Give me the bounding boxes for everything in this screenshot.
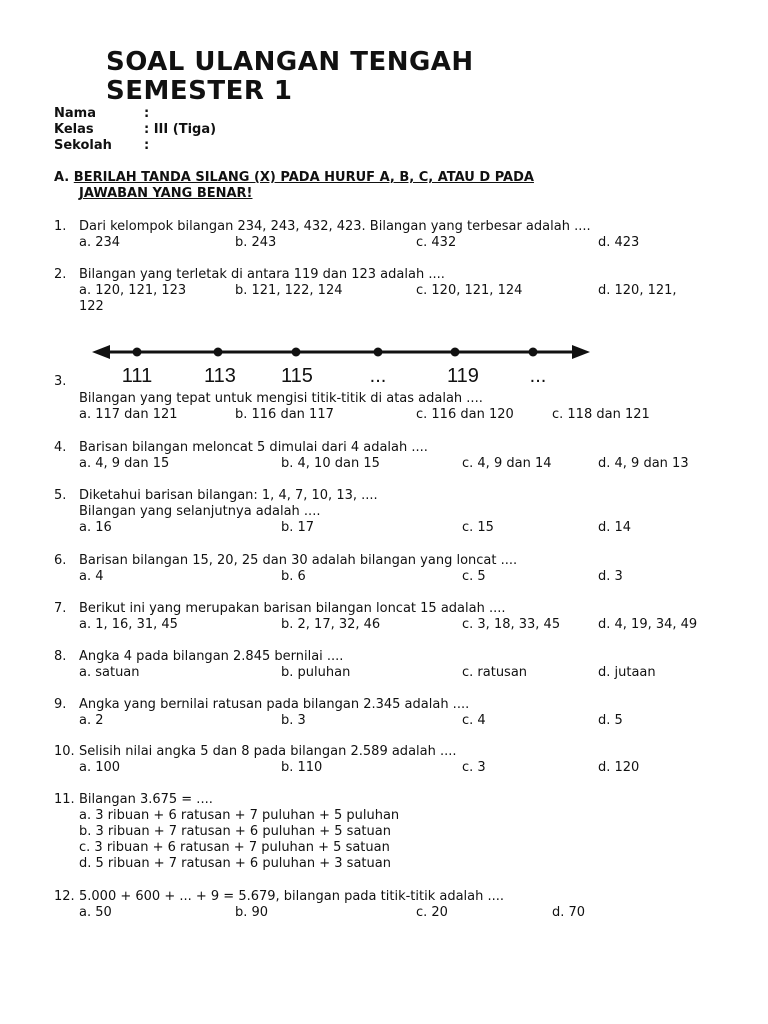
options-row	[79, 235, 759, 251]
question-text: Angka yang bernilai ratusan pada bilangan 2.345 adalah ....	[79, 697, 470, 712]
title-line-2: SEMESTER 1	[106, 76, 293, 106]
option-b[interactable]: b. 110	[281, 760, 323, 775]
option-row-d	[79, 856, 759, 872]
option-c[interactable]: c. 15	[462, 520, 494, 535]
option-d[interactable]: d. 3	[598, 569, 623, 584]
options-row	[79, 569, 759, 585]
option-a[interactable]: a. 4	[79, 569, 104, 584]
options-row	[79, 760, 759, 776]
number-line-point	[451, 348, 460, 357]
option-d[interactable]: d. 4, 19, 34, 49	[598, 617, 698, 632]
option-c[interactable]: c. 3, 18, 33, 45	[462, 617, 561, 632]
option-d[interactable]: c. 118 dan 121	[552, 407, 650, 422]
question-text: Dari kelompok bilangan 234, 243, 432, 423. Bilangan yang terbesar adalah ....	[79, 219, 591, 234]
question-number: 10.	[54, 744, 75, 759]
question-number: 8.	[54, 649, 67, 664]
field-kelas	[54, 122, 216, 138]
page-title	[106, 48, 474, 106]
number-line-label: 115	[281, 365, 313, 387]
number-line-label: ...	[529, 365, 547, 387]
option-a[interactable]: a. 1, 16, 31, 45	[79, 617, 178, 632]
options-row	[79, 617, 759, 633]
option-b[interactable]: b. 90	[235, 905, 269, 920]
option-d[interactable]: d. 70	[552, 905, 586, 920]
option-a[interactable]: a. 4, 9 dan 15	[79, 456, 170, 471]
question-number: 2.	[54, 267, 67, 282]
number-line-point	[529, 348, 538, 357]
question-number: 11.	[54, 792, 75, 807]
options-row	[79, 713, 759, 729]
question-number: 6.	[54, 553, 67, 568]
option-a[interactable]: a. 16	[79, 520, 112, 535]
number-line-label: 111	[121, 365, 153, 387]
option-row-a	[79, 808, 759, 824]
option-c[interactable]: c. 116 dan 120	[416, 407, 514, 422]
number-line-label: 119	[447, 365, 479, 387]
field-sekolah	[54, 138, 149, 154]
instruction-line-1: BERILAH TANDA SILANG (X) PADA HURUF A, B, C, ATAU D PADA	[73, 170, 534, 185]
number-line-point	[374, 348, 383, 357]
number-line-label: 113	[204, 365, 236, 387]
option-b[interactable]: b. 243	[235, 235, 277, 250]
question-text: 5.000 + 600 + ... + 9 = 5.679, bilangan pada titik-titik adalah ....	[79, 889, 505, 904]
options-row	[79, 407, 759, 423]
question-text: Diketahui barisan bilangan: 1, 4, 7, 10, 13, ....	[79, 488, 378, 503]
option-c[interactable]: c. 20	[416, 905, 448, 920]
option-b[interactable]: b. 6	[281, 569, 306, 584]
option-b[interactable]: b. 2, 17, 32, 46	[281, 617, 381, 632]
option-d[interactable]: d. 14	[598, 520, 632, 535]
question-text: Bilangan yang tepat untuk mengisi titik-titik di atas adalah ....	[79, 391, 483, 406]
option-a[interactable]: a. 120, 121, 123	[79, 283, 187, 298]
field-nama	[54, 106, 149, 122]
instruction-line-2: JAWABAN YANG BENAR!	[79, 186, 253, 201]
number-line-label: ...	[369, 365, 387, 387]
section-prefix: A.	[54, 170, 70, 185]
question-number: 4.	[54, 440, 67, 455]
option-a[interactable]: a. 2	[79, 713, 104, 728]
option-b[interactable]: b. 121, 122, 124	[235, 283, 343, 298]
option-c[interactable]: c. 5	[462, 569, 486, 584]
question-text: Barisan bilangan meloncat 5 dimulai dari 4 adalah ....	[79, 440, 428, 455]
option-a[interactable]: a. satuan	[79, 665, 140, 680]
options-wrap-row	[79, 299, 759, 315]
question-text: Selisih nilai angka 5 dan 8 pada bilangan 2.589 adalah ....	[79, 744, 457, 759]
options-row	[79, 283, 759, 299]
field-label: Kelas	[54, 122, 94, 137]
question-number: 1.	[54, 219, 67, 234]
question-number: 12.	[54, 889, 75, 904]
arrow-left-icon	[92, 345, 110, 359]
option-b[interactable]: b. 4, 10 dan 15	[281, 456, 380, 471]
question-text-2: Bilangan yang selanjutnya adalah ....	[79, 504, 321, 519]
question-number: 9.	[54, 697, 67, 712]
option-d[interactable]: d. 5 ribuan + 7 ratusan + 6 puluhan + 3 satuan	[79, 856, 391, 871]
option-row-c	[79, 840, 759, 856]
option-c[interactable]: c. 4	[462, 713, 486, 728]
option-c[interactable]: c. 4, 9 dan 14	[462, 456, 552, 471]
field-label: Nama	[54, 106, 96, 121]
option-c[interactable]: c. 432	[416, 235, 457, 250]
option-row-b	[79, 824, 759, 840]
field-label: Sekolah	[54, 138, 112, 153]
number-line	[90, 338, 600, 392]
options-row	[79, 456, 759, 472]
question-text: Bilangan yang terletak di antara 119 dan 123 adalah ....	[79, 267, 445, 282]
option-b[interactable]: b. 17	[281, 520, 315, 535]
option-d[interactable]: d. 120	[598, 760, 640, 775]
question-number: 5.	[54, 488, 67, 503]
option-b[interactable]: b. puluhan	[281, 665, 351, 680]
option-d[interactable]: d. 120, 121,	[598, 283, 677, 298]
options-row	[79, 905, 759, 921]
question-text: Barisan bilangan 15, 20, 25 dan 30 adalah bilangan yang loncat ....	[79, 553, 518, 568]
options-row	[79, 665, 759, 681]
question-text: Bilangan 3.675 = ....	[79, 792, 213, 807]
option-a[interactable]: a. 117 dan 121	[79, 407, 178, 422]
option-c[interactable]: c. ratusan	[462, 665, 528, 680]
option-b[interactable]: b. 3	[281, 713, 306, 728]
option-c[interactable]: c. 3	[462, 760, 486, 775]
option-d-wrap: 122	[79, 299, 104, 314]
option-d[interactable]: d. 423	[598, 235, 640, 250]
option-d[interactable]: d. 5	[598, 713, 623, 728]
option-d[interactable]: d. jutaan	[598, 665, 656, 680]
number-line-point	[133, 348, 142, 357]
field-value: :	[144, 106, 150, 121]
arrow-right-icon	[572, 345, 590, 359]
number-line-point	[214, 348, 223, 357]
option-c[interactable]: c. 3 ribuan + 6 ratusan + 7 puluhan + 5 satuan	[79, 840, 390, 855]
option-a[interactable]: a. 100	[79, 760, 121, 775]
option-c[interactable]: c. 120, 121, 124	[416, 283, 523, 298]
option-a[interactable]: a. 3 ribuan + 6 ratusan + 7 puluhan + 5 puluhan	[79, 808, 400, 823]
option-a[interactable]: a. 50	[79, 905, 112, 920]
title-line-1: SOAL ULANGAN TENGAH	[106, 47, 474, 77]
option-d[interactable]: d. 4, 9 dan 13	[598, 456, 689, 471]
question-text: Angka 4 pada bilangan 2.845 bernilai ....	[79, 649, 344, 664]
question-number: 7.	[54, 601, 67, 616]
options-row	[79, 520, 759, 536]
field-value: :	[144, 138, 150, 153]
question-number: 3.	[54, 374, 67, 389]
option-a[interactable]: a. 234	[79, 235, 121, 250]
option-b[interactable]: b. 116 dan 117	[235, 407, 334, 422]
number-line-point	[292, 348, 301, 357]
question-text: Berikut ini yang merupakan barisan bilangan loncat 15 adalah ....	[79, 601, 506, 616]
section-instruction	[54, 170, 714, 202]
option-b[interactable]: b. 3 ribuan + 7 ratusan + 6 puluhan + 5 satuan	[79, 824, 391, 839]
field-value: : III (Tiga)	[144, 122, 217, 137]
